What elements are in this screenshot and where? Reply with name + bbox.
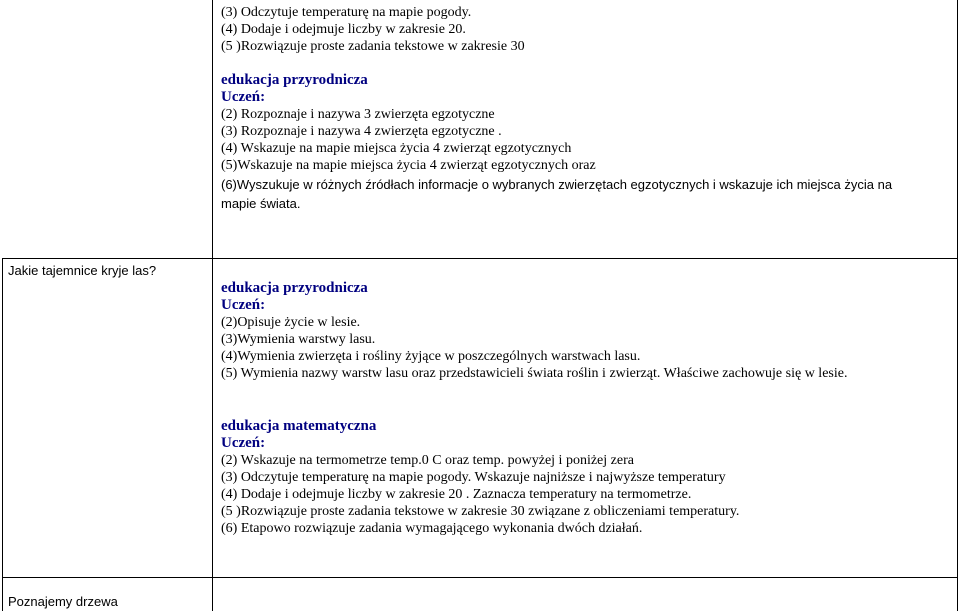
student-label: Uczeń:: [221, 89, 266, 105]
objective-item: (3) Rozpoznaje i nazywa 4 zwierzęta egzotyczne .: [221, 124, 502, 139]
section-heading: edukacja przyrodnicza: [221, 280, 368, 296]
objective-item: (5) Wymienia nazwy warstw lasu oraz przedstawicieli świata roślin i zwierząt. Właściwe zachowuje się w lesie.: [221, 366, 848, 381]
table-border-left: [2, 258, 3, 611]
row1-top-line: (4) Dodaje i odejmuje liczby w zakresie 20.: [221, 22, 466, 37]
section-heading: edukacja matematyczna: [221, 418, 377, 434]
objective-item: (2)Opisuje życie w lesie.: [221, 315, 361, 330]
section-heading: edukacja przyrodnicza: [221, 72, 368, 88]
table-border-right: [957, 0, 958, 611]
column-divider: [212, 0, 213, 611]
objective-item: (6) Etapowo rozwiązuje zadania wymagającego wykonania dwóch działań.: [221, 521, 643, 536]
row1-content: [221, 4, 525, 55]
objective-item: (4)Wymienia zwierzęta i rośliny żyjące w poszczególnych warstwach lasu.: [221, 349, 641, 364]
objective-item: (6)Wyszukuje w różnych źródłach informacje o wybranych zwierzętach egzotycznych i wskazuje ich miejsca życia na: [221, 177, 893, 192]
objective-item: (2) Rozpoznaje i nazywa 3 zwierzęta egzotyczne: [221, 107, 495, 122]
objective-item: (5 )Rozwiązuje proste zadania tekstowe w zakresie 30 związane z obliczeniami temperatury.: [221, 504, 740, 519]
objective-item-continued: mapie świata.: [221, 196, 301, 211]
row3-topic: Poznajemy drzewa: [8, 594, 118, 609]
row1-top-line: (5 )Rozwiązuje proste zadania tekstowe w zakresie 30: [221, 39, 525, 54]
row-divider-2: [2, 577, 958, 578]
row1-nature-section: [221, 72, 892, 212]
objective-item: (2) Wskazuje na termometrze temp.0 C oraz temp. powyżej i poniżej zera: [221, 453, 634, 468]
objective-item: (3)Wymienia warstwy lasu.: [221, 332, 376, 347]
row2-math-section: [221, 418, 739, 537]
objective-item: (5)Wskazuje na mapie miejsca życia 4 zwierząt egzotycznych oraz: [221, 158, 596, 173]
row-divider-1: [2, 258, 958, 259]
row1-top-line: (3) Odczytuje temperaturę na mapie pogody.: [221, 5, 472, 20]
objective-item: (4) Wskazuje na mapie miejsca życia 4 zwierząt egzotycznych: [221, 141, 572, 156]
row2-topic: Jakie tajemnice kryje las?: [8, 263, 157, 278]
student-label: Uczeń:: [221, 435, 266, 451]
student-label: Uczeń:: [221, 297, 266, 313]
objective-item: (3) Odczytuje temperaturę na mapie pogody. Wskazuje najniższe i najwyższe temperatury: [221, 470, 726, 485]
row2-nature-section: [221, 280, 847, 382]
objective-item: (4) Dodaje i odejmuje liczby w zakresie 20 . Zaznacza temperatury na termometrze.: [221, 487, 692, 502]
